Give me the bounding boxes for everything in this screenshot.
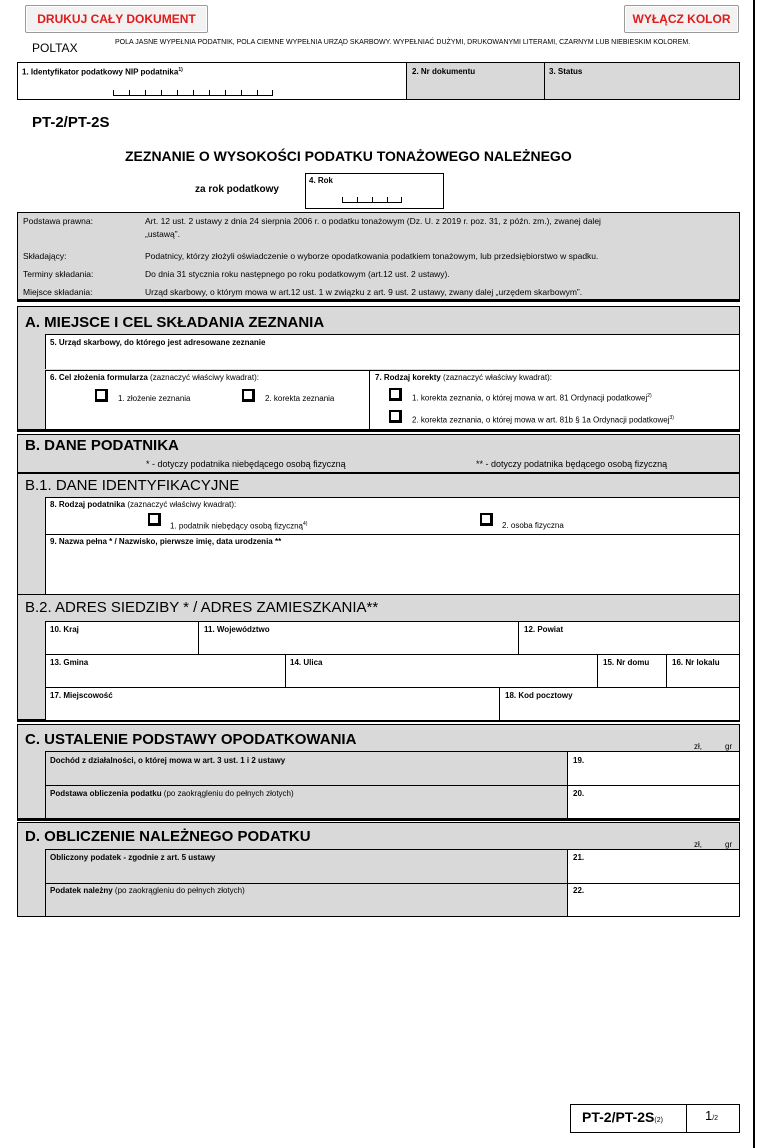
submitter-label: Składający: bbox=[23, 251, 67, 261]
section-b1-title: B.1. DANE IDENTYFIKACYJNE bbox=[25, 477, 240, 494]
poltax-brand: POLTAX bbox=[32, 41, 78, 55]
calculated-tax-field[interactable] bbox=[567, 849, 739, 883]
address-divider bbox=[198, 621, 199, 654]
b1-divider bbox=[17, 594, 740, 595]
taxpayer-legal-checkbox[interactable] bbox=[148, 513, 161, 526]
calculated-tax-number: 21. bbox=[573, 853, 585, 862]
address-divider bbox=[597, 654, 598, 687]
city-label: 17. Miejscowość bbox=[50, 691, 113, 700]
purpose-submission-checkbox[interactable] bbox=[95, 389, 108, 402]
correction-art81-label: 1. korekta zeznania, o której mowa w art. 81 Ordynacji podatkowej$^{2)}$ bbox=[412, 393, 652, 403]
footer-form-code: PT-2/PT-2S(2) bbox=[582, 1109, 663, 1125]
grosz-label: gr bbox=[725, 840, 733, 849]
county-label: 12. Powiat bbox=[524, 625, 564, 634]
b-divider bbox=[17, 472, 740, 474]
taxpayer-natural-checkbox[interactable] bbox=[480, 513, 493, 526]
address-row-line-2 bbox=[45, 687, 739, 688]
legal-person-note: * - dotyczy podatnika niebędącego osobą fizyczną bbox=[146, 459, 346, 469]
zloty-label: zł, bbox=[694, 742, 702, 751]
legal-basis-label: Podstawa prawna: bbox=[23, 216, 93, 226]
natural-person-note: ** - dotyczy podatnika będącego osobą fizyczną bbox=[476, 459, 668, 469]
address-row-line-1 bbox=[45, 654, 739, 655]
tax-due-number: 22. bbox=[573, 886, 585, 895]
correction-type-label: 7. Rodzaj korekty (zaznaczyć właściwy kwadrat): bbox=[375, 373, 552, 382]
calculated-tax-label: Obliczony podatek - zgodnie z art. 5 ustawy bbox=[50, 853, 216, 862]
legal-basis-text: Art. 12 ust. 2 ustawy z dnia 24 sierpnia 2006 r. o podatku tonażowym (Dz. U. z 2019 r. poz. 31, z późn. zm.), zwanej dalej bbox=[145, 216, 601, 226]
purpose-correction-label: 2. korekta zeznania bbox=[265, 394, 335, 403]
address-divider bbox=[666, 654, 667, 687]
voivodeship-label: 11. Województwo bbox=[204, 625, 270, 634]
disable-color-button[interactable]: WYŁĄCZ KOLOR bbox=[624, 5, 739, 33]
purpose-label: 6. Cel złożenia formularza (zaznaczyć właściwy kwadrat): bbox=[50, 373, 259, 382]
doc-number-label: 2. Nr dokumentu bbox=[412, 67, 476, 76]
apartment-number-label: 16. Nr lokalu bbox=[672, 658, 720, 667]
country-label: 10. Kraj bbox=[50, 625, 79, 634]
full-name-label: 9. Nazwa pełna * / Nazwisko, pierwsze imię, data urodzenia ** bbox=[50, 537, 282, 546]
footer-divider bbox=[686, 1104, 687, 1133]
address-grid bbox=[45, 621, 739, 720]
taxpayer-natural-label: 2. osoba fizyczna bbox=[502, 521, 564, 530]
purpose-submission-label: 1. złożenie zeznania bbox=[118, 394, 191, 403]
tax-due-label: Podatek należny (po zaokrągleniu do pełnych złotych) bbox=[50, 886, 245, 895]
income-field[interactable] bbox=[567, 751, 739, 785]
income-number: 19. bbox=[573, 756, 585, 765]
nip-input[interactable] bbox=[113, 91, 273, 96]
tax-base-number: 20. bbox=[573, 789, 585, 798]
header-instructions: POLA JASNE WYPEŁNIA PODATNIK, POLA CIEMNE WYPEŁNIA URZĄD SKARBOWY. WYPEŁNIAĆ DUŻYMI, DRUKOWANYMI LITERAMI, CZARNYM LUB NIEBIESKIM KOLOREM. bbox=[115, 39, 691, 46]
deadline-text: Do dnia 31 stycznia roku następnego po roku podatkowym (art.12 ust. 2 ustawy). bbox=[145, 269, 450, 279]
section-b-title: B. DANE PODATNIKA bbox=[25, 437, 179, 454]
nip-label: 1. Identyfikator podatkowy NIP podatnika$^{1)}$ bbox=[22, 67, 183, 77]
section-a-title: A. MIEJSCE I CEL SKŁADANIA ZEZNANIA bbox=[25, 314, 325, 331]
place-text: Urząd skarbowy, o którym mowa w art.12 ust. 1 w związku z art. 9 ust. 2 ustawy, zwany dalej „urzędem skarbowym”. bbox=[145, 287, 583, 297]
postal-code-label: 18. Kod pocztowy bbox=[505, 691, 573, 700]
correction-art81b-label: 2. korekta zeznania, o której mowa w art. 81b § 1a Ordynacji podatkowej$^{3)}$ bbox=[412, 415, 674, 425]
taxpayer-type-label: 8. Rodzaj podatnika (zaznaczyć właściwy kwadrat): bbox=[50, 500, 237, 509]
address-divider bbox=[518, 621, 519, 654]
correction-art81-checkbox[interactable] bbox=[389, 388, 402, 401]
taxpayer-legal-label: 1. podatnik niebędący osobą fizyczną$^{4)}$ bbox=[170, 521, 308, 531]
commune-label: 13. Gmina bbox=[50, 658, 89, 667]
purpose-correction-checkbox[interactable] bbox=[242, 389, 255, 402]
zloty-label: zł, bbox=[694, 840, 702, 849]
deadline-label: Terminy składania: bbox=[23, 269, 94, 279]
income-label: Dochód z działalności, o której mowa w art. 3 ust. 1 i 2 ustawy bbox=[50, 756, 286, 765]
grosz-label: gr bbox=[725, 742, 733, 751]
section-b2-title: B.2. ADRES SIEDZIBY * / ADRES ZAMIESZKANIA** bbox=[25, 599, 379, 616]
house-number-label: 15. Nr domu bbox=[603, 658, 650, 667]
section-c-title: C. USTALENIE PODSTAWY OPODATKOWANIA bbox=[25, 731, 357, 748]
status-label: 3. Status bbox=[549, 67, 583, 76]
page-border bbox=[753, 0, 755, 1148]
form-code: PT-2/PT-2S bbox=[32, 114, 110, 131]
tax-office-label: 5. Urząd skarbowy, do którego jest adresowane zeznanie bbox=[50, 338, 266, 347]
address-divider bbox=[499, 687, 500, 720]
street-label: 14. Ulica bbox=[290, 658, 323, 667]
tax-year-label: za rok podatkowy bbox=[195, 184, 279, 195]
year-input[interactable] bbox=[342, 198, 402, 203]
print-document-button[interactable]: DRUKUJ CAŁY DOKUMENT bbox=[25, 5, 208, 33]
submitter-text: Podatnicy, którzy złożyli oświadczenie o wyborze opodatkowania podatkiem tonażowym, lub przedsiębiorstwo w spadku. bbox=[145, 251, 599, 261]
correction-art81b-checkbox[interactable] bbox=[389, 410, 402, 423]
form-title: ZEZNANIE O WYSOKOŚCI PODATKU TONAŻOWEGO NALEŻNEGO bbox=[125, 148, 572, 164]
tax-base-field[interactable] bbox=[567, 785, 739, 818]
tax-due-field[interactable] bbox=[567, 883, 739, 916]
year-label: 4. Rok bbox=[309, 176, 334, 185]
page-number: 1/2 bbox=[705, 1108, 719, 1123]
address-divider bbox=[285, 654, 286, 687]
tax-base-label: Podstawa obliczenia podatku (po zaokrągleniu do pełnych złotych) bbox=[50, 789, 294, 798]
legal-basis-text-2: „ustawą”. bbox=[145, 229, 180, 239]
section-d-title: D. OBLICZENIE NALEŻNEGO PODATKU bbox=[25, 828, 311, 845]
place-label: Miejsce składania: bbox=[23, 287, 93, 297]
